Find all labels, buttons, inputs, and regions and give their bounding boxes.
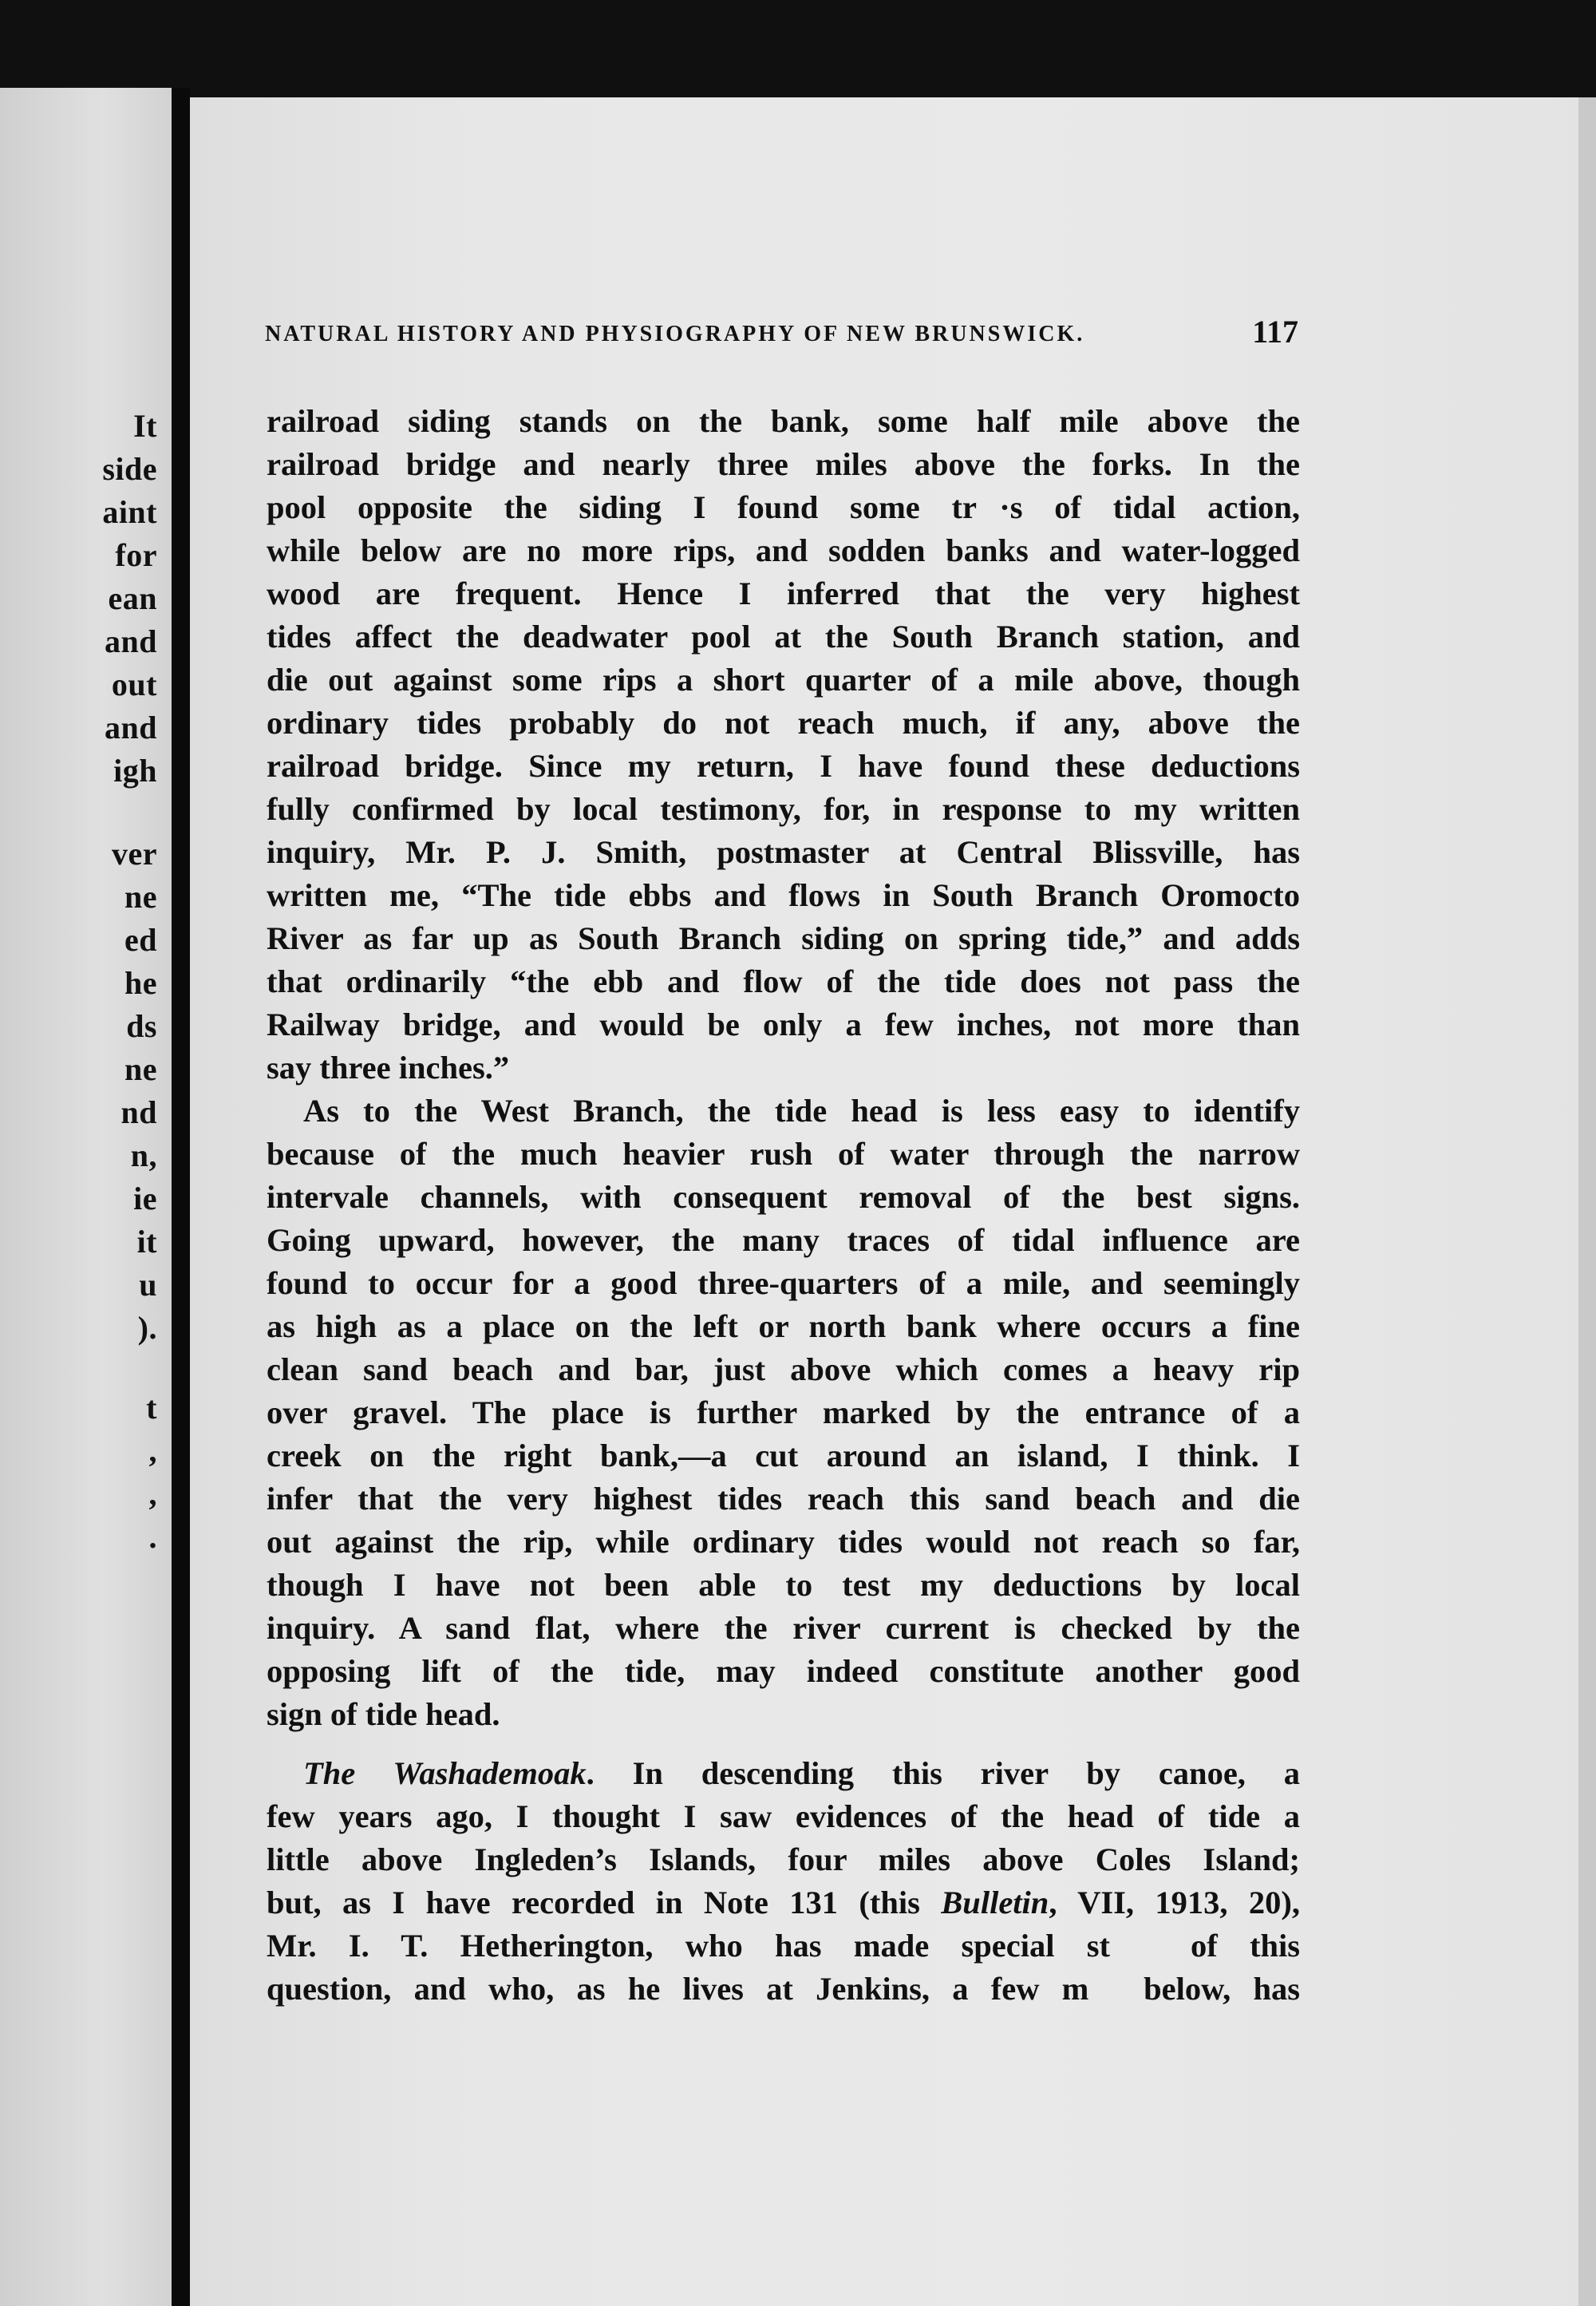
margin-fragment: out <box>111 666 157 702</box>
margin-fragment: he <box>124 965 157 1001</box>
text-line: because of the much heavier rush of water through the narrow <box>267 1136 1300 1172</box>
margin-fragment: it <box>136 1224 157 1260</box>
text-line: found to occur for a good three-quarters of a mile, and seemingly <box>267 1265 1300 1301</box>
text-line: railroad bridge. Since my return, I have found these deductions <box>267 748 1300 784</box>
margin-fragment: igh <box>113 753 157 789</box>
text-line: written me, “The tide ebbs and flows in South Branch Oromocto <box>267 877 1300 913</box>
text-line: intervale channels, with consequent removal of the best signs. <box>267 1179 1300 1215</box>
margin-fragment: ed <box>124 922 157 958</box>
text-line: clean sand beach and bar, just above which comes a heavy rip <box>267 1351 1300 1387</box>
text-line: fully confirmed by local testimony, for, in response to my written <box>267 791 1300 827</box>
text-line: railroad bridge and nearly three miles above the forks. In the <box>267 446 1300 482</box>
text-line: though I have not been able to test my deductions by local <box>267 1567 1300 1603</box>
margin-fragment: , <box>148 1433 157 1469</box>
margin-fragment: n, <box>130 1137 157 1173</box>
text-line: while below are no more rips, and sodden banks and water-logged <box>267 532 1300 568</box>
text-line: inquiry. A sand flat, where the river current is checked by the <box>267 1610 1300 1646</box>
margin-fragment: for <box>115 537 157 573</box>
text-line: out against the rip, while ordinary tides would not reach so far, <box>267 1524 1300 1560</box>
text-line: wood are frequent. Hence I inferred that the very highest <box>267 576 1300 611</box>
text-line: pool opposite the siding I found some tr ·s of tidal action, <box>267 489 1300 525</box>
text-line: tides affect the deadwater pool at the South Branch station, and <box>267 619 1300 655</box>
text-line: River as far up as South Branch siding on spring tide,” and adds <box>267 920 1300 956</box>
margin-fragment: u <box>139 1267 157 1303</box>
text-line: infer that the very highest tides reach this sand beach and die <box>267 1481 1300 1517</box>
margin-fragment: It <box>133 408 157 444</box>
running-head-title: NATURAL HISTORY AND PHYSIOGRAPHY OF NEW BRUNSWICK. <box>265 322 1085 346</box>
text-line: As to the West Branch, the tide head is less easy to identify <box>303 1093 1300 1129</box>
margin-fragment: . <box>148 1519 157 1555</box>
text-line: few years ago, I thought I saw evidences of the head of tide a <box>267 1798 1300 1834</box>
text-line: The Washademoak. In descending this river by canoe, a <box>303 1755 1301 1791</box>
book-gutter <box>172 88 190 2306</box>
page-edge <box>1578 97 1596 2306</box>
text-line: question, and who, as he lives at Jenkins, a few m below, has <box>267 1971 1300 2007</box>
text-line: Mr. I. T. Hetherington, who has made special st of this <box>267 1928 1300 1964</box>
margin-fragment: t <box>146 1390 157 1426</box>
margin-fragment: ne <box>124 879 157 915</box>
margin-fragment: ds <box>126 1008 157 1044</box>
text-line: Railway bridge, and would be only a few inches, not more than <box>267 1007 1300 1042</box>
text-line: as high as a place on the left or north bank where occurs a fine <box>267 1308 1300 1344</box>
margin-fragment: ie <box>133 1181 157 1216</box>
running-head <box>265 314 1298 350</box>
margin-fragment: , <box>148 1476 157 1512</box>
margin-fragment: and <box>105 710 157 746</box>
text-line: but, as I have recorded in Note 131 (this Bulletin, VII, 1913, 20), <box>267 1885 1300 1920</box>
text-line: little above Ingleden’s Islands, four miles above Coles Island; <box>267 1841 1300 1877</box>
margin-fragment: and <box>105 623 157 659</box>
margin-fragment: ver <box>111 836 157 872</box>
margin-fragment: side <box>102 451 157 487</box>
text-line: sign of tide head. <box>267 1696 500 1732</box>
text-line: ordinary tides probably do not reach much, if any, above the <box>267 705 1300 741</box>
facing-page-fragment <box>0 88 172 2306</box>
text-line: Going upward, however, the many traces of tidal influence are <box>267 1222 1300 1258</box>
text-line: that ordinarily “the ebb and flow of the tide does not pass the <box>267 963 1300 999</box>
margin-fragment: ). <box>137 1310 157 1346</box>
margin-fragment: ne <box>124 1051 157 1087</box>
margin-fragment: aint <box>102 494 157 530</box>
page-number: 117 <box>1252 314 1298 350</box>
margin-fragment: ean <box>108 580 157 616</box>
text-line: say three inches.” <box>267 1050 510 1086</box>
text-line: creek on the right bank,—a cut around an island, I think. I <box>267 1438 1300 1473</box>
margin-fragment: nd <box>120 1094 157 1130</box>
text-line: opposing lift of the tide, may indeed constitute another good <box>267 1653 1300 1689</box>
text-line: railroad siding stands on the bank, some half mile above the <box>267 403 1300 439</box>
text-line: inquiry, Mr. P. J. Smith, postmaster at Central Blissville, has <box>267 834 1300 870</box>
text-line: over gravel. The place is further marked by the entrance of a <box>267 1394 1300 1430</box>
text-line: die out against some rips a short quarter of a mile above, though <box>267 662 1300 698</box>
